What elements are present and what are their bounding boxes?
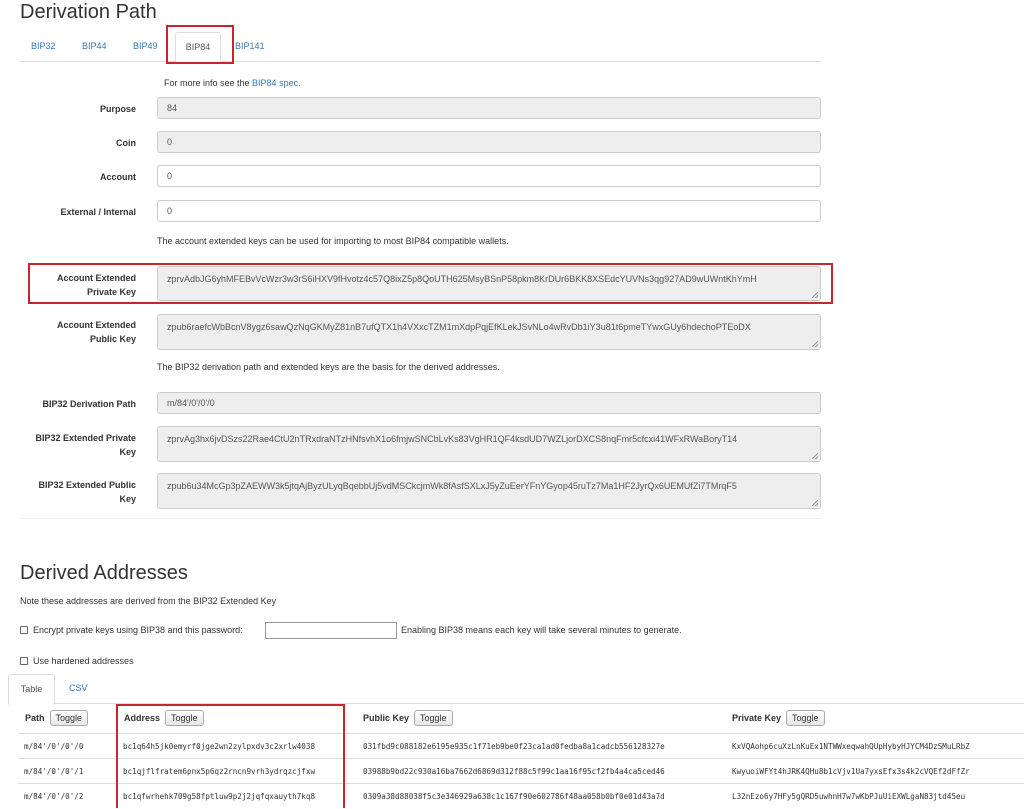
- account-keys-note: The account extended keys can be used for importing to most BIP84 compatible wallets.: [157, 236, 509, 246]
- bip38-note: Enabling BIP38 means each key will take several minutes to generate.: [401, 625, 682, 635]
- resize-grip-icon[interactable]: [812, 341, 818, 347]
- column-header-privkey: [732, 710, 825, 726]
- tab-table[interactable]: Table: [8, 674, 55, 705]
- column-header-address: [124, 710, 204, 726]
- toggle-path-button[interactable]: Toggle: [50, 710, 89, 726]
- derived-note: Note these addresses are derived from the BIP32 Extended Key: [20, 596, 277, 606]
- account-label: Account: [100, 172, 136, 182]
- row-pubkey: 031fbd9c088182e6195e935c1f71eb9be0f23ca1ad0fedba8a1cadcb556128327e: [363, 742, 665, 751]
- external-internal-label: External / Internal: [60, 207, 136, 217]
- derivation-path-title: Derivation Path: [20, 1, 157, 23]
- bip32-xprv-label-line1: BIP32 Extended Private: [35, 433, 136, 443]
- output-tabs: [8, 674, 1024, 704]
- tab-bip49[interactable]: BIP49: [133, 41, 158, 51]
- table-row: [18, 758, 1024, 783]
- table-row: [18, 733, 1024, 758]
- account-xprv-label-line2: Private Key: [86, 287, 136, 297]
- path-header-label: Path: [25, 713, 45, 723]
- purpose-field[interactable]: 84: [157, 97, 821, 119]
- bip32-path-field[interactable]: m/84'/0'/0'/0: [157, 392, 821, 414]
- bip38-password-input[interactable]: [265, 622, 397, 639]
- account-xprv-label: [0, 271, 136, 299]
- bip32-note: The BIP32 derivation path and extended keys are the basis for the derived addresses.: [157, 362, 500, 372]
- toggle-pubkey-button[interactable]: Toggle: [414, 710, 453, 726]
- spec-info-text: For more info see the: [164, 78, 253, 88]
- account-xprv-value: zprvAdbJG6yhMFEBvVcWzr3w3rS6iHXV9fHvotz4c57Q8ixZ5p8QoUTH625MsyBSnP58pkm8KrDUr6BKK8XSEdcYUVNs3qg927AD9wUWntKhYmH: [167, 274, 757, 284]
- bip32-xpub-label: [0, 478, 136, 506]
- tab-bip44[interactable]: BIP44: [82, 41, 107, 51]
- spec-info: [164, 78, 301, 88]
- row-path: m/84'/0'/0'/0: [24, 742, 84, 751]
- bip84-spec-link[interactable]: BIP84 spec.: [252, 78, 301, 88]
- resize-grip-icon[interactable]: [812, 453, 818, 459]
- bip32-xprv-value: zprvAg3hx6jvDSzs22Rae4CtU2nTRxdraNTzHNfsvhX1o6fmjwSNCbLvKs83VgHR1QF4ksdUD7WZLjorDXCS8nqFmr5cfcxi41WFxRWaBoryT14: [167, 434, 738, 444]
- row-privkey: KxVQAohp6cuXzLnKuEx1NTWWxeqwahQUpHybyHJYCM4DzSMuLRbZ: [732, 742, 970, 751]
- tab-bip84[interactable]: BIP84: [175, 32, 221, 63]
- resize-grip-icon[interactable]: [812, 500, 818, 506]
- row-address: bc1qfwrhehk709g58fptluw9p2j2jqfqxauyth7kq8: [123, 792, 316, 801]
- bip32-xpub-label-line1: BIP32 Extended Public: [38, 480, 136, 490]
- row-path: m/84'/0'/0'/2: [24, 792, 84, 801]
- account-xpub-field[interactable]: [157, 314, 821, 350]
- bip32-xprv-label-line2: Key: [119, 447, 136, 457]
- account-xprv-field[interactable]: [157, 266, 821, 301]
- row-privkey: L32nEzo6y7HFy5gQRD5uwhnH7w7wKbPJuUiEXWLgaN83jtd45eu: [732, 792, 966, 801]
- resize-grip-icon[interactable]: [812, 292, 818, 298]
- column-header-path: [25, 710, 88, 726]
- coin-label: Coin: [116, 138, 136, 148]
- external-internal-input[interactable]: 0: [157, 200, 821, 222]
- bip38-checkbox[interactable]: [20, 626, 28, 634]
- bip32-xpub-field[interactable]: [157, 473, 821, 509]
- bip32-xpub-label-line2: Key: [119, 494, 136, 504]
- account-xpub-label: [0, 318, 136, 346]
- account-input[interactable]: 0: [157, 165, 821, 187]
- tab-bip32[interactable]: BIP32: [31, 41, 56, 51]
- tab-bip141[interactable]: BIP141: [235, 41, 265, 51]
- purpose-label: Purpose: [99, 104, 136, 114]
- row-address: bc1q64h5jk0emyrf0jge2wn2zylpxdv3c2xrlw4038: [123, 742, 316, 751]
- toggle-address-button[interactable]: Toggle: [165, 710, 204, 726]
- bip38-label: Encrypt private keys using BIP38 and this password:: [33, 625, 243, 635]
- row-pubkey: 0309a38d88038f5c3e346929a638c1c167f90e602786f48aa058b0bf0e01d43a7d: [363, 792, 665, 801]
- bip32-xprv-field[interactable]: [157, 426, 821, 462]
- table-row: [18, 783, 1024, 808]
- pubkey-header-label: Public Key: [363, 713, 410, 723]
- account-xpub-label-line1: Account Extended: [56, 320, 136, 330]
- derivation-tabs: [20, 32, 821, 62]
- bip32-path-label: BIP32 Derivation Path: [42, 399, 136, 409]
- address-header-label: Address: [124, 713, 161, 723]
- tab-csv[interactable]: CSV: [69, 683, 88, 693]
- row-pubkey: 03988b9bd22c930a16ba7662d6869d312f88c5f99c1aa16f95cf2fb4a4ca5ced46: [363, 767, 665, 776]
- privkey-header-label: Private Key: [732, 713, 782, 723]
- account-xpub-label-line2: Public Key: [89, 334, 136, 344]
- account-xprv-label-line1: Account Extended: [56, 273, 136, 283]
- bip32-xpub-value: zpub6u34McGp3pZAEWW3k5jtqAjByzULyqBqebbUj5vdMSCkcjmWk8fAsfSXLxJ5yZuEerYFnYGyop45ruTz7Ma1HF2JyrQx6UEMUfZi7TMrqF5: [167, 481, 737, 491]
- toggle-privkey-button[interactable]: Toggle: [786, 710, 825, 726]
- hardened-checkbox[interactable]: [20, 657, 28, 665]
- column-header-pubkey: [363, 710, 453, 726]
- derived-addresses-title: Derived Addresses: [20, 562, 188, 584]
- coin-field[interactable]: 0: [157, 131, 821, 153]
- account-xpub-value: zpub6raefcWbBcnV8ygz6sawQzNqGKMyZ81nB7ufQTX1h4VXxcTZM1mXdpPqjEfKLekJSvNLo4wRvDb1iY3u81t6pmeTYwxGUy6hdechoPTEoDX: [167, 322, 751, 332]
- section-divider: [20, 518, 821, 519]
- row-path: m/84'/0'/0'/1: [24, 767, 84, 776]
- bip32-xprv-label: [0, 431, 136, 459]
- row-address: bc1qjflfratem6pnx5p6qz2rncn9vrh3ydrqzcjfxw: [123, 767, 316, 776]
- hardened-label: Use hardened addresses: [33, 656, 134, 666]
- row-privkey: KwyuoiWFYt4hJRK4QHu8b1cVjv1Ua7yxsEfx3s4k2cVQEf2dFfZr: [732, 767, 970, 776]
